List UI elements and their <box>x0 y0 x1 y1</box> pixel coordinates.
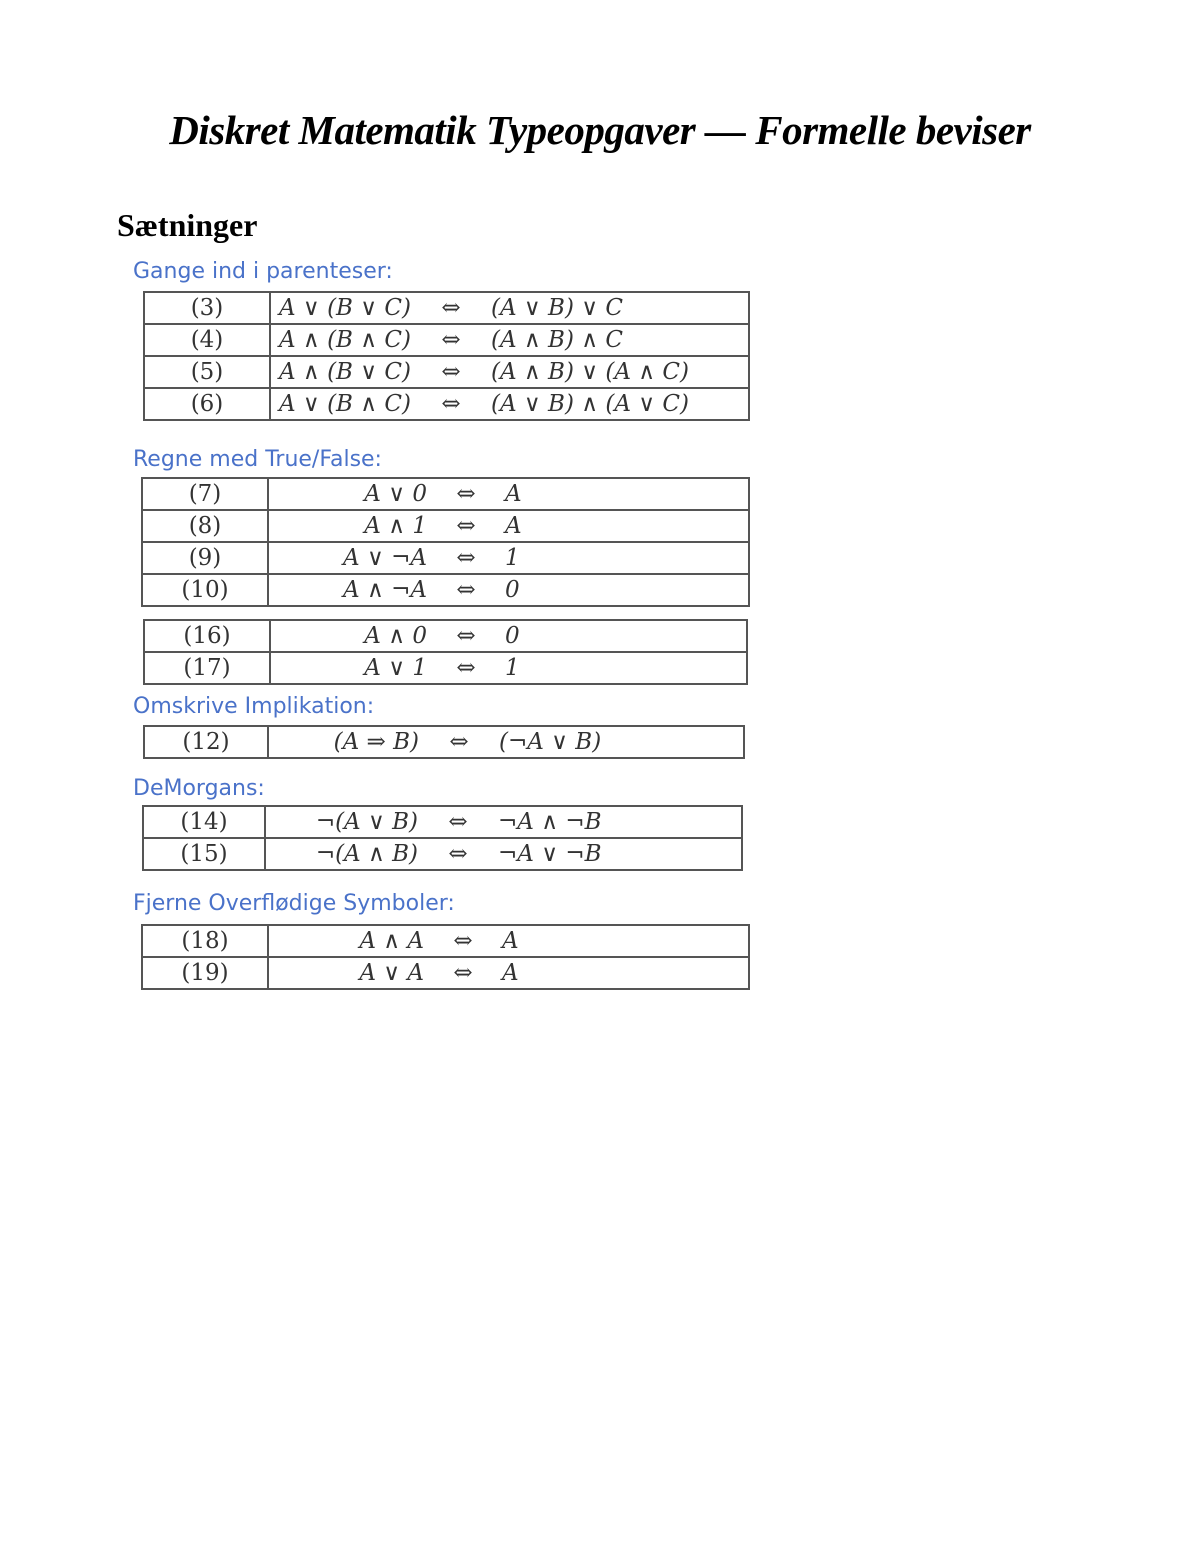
law-number: (17) <box>144 652 270 684</box>
law-formula <box>270 292 749 324</box>
law-equivalence: ⇔ <box>456 481 476 507</box>
law-rhs: 0 <box>505 623 520 649</box>
law-table-redundant-symbols <box>141 924 750 990</box>
law-formula <box>268 478 749 510</box>
law-formula <box>270 324 749 356</box>
law-number: (4) <box>144 324 270 356</box>
table-row <box>143 806 742 838</box>
law-equivalence: ⇔ <box>453 928 473 954</box>
law-rhs: (A ∧ B) ∨ (A ∧ C) <box>491 359 689 385</box>
law-equivalence: ⇔ <box>441 391 461 417</box>
law-formula <box>268 510 749 542</box>
law-lhs: A ∧ 1 <box>364 513 427 539</box>
law-number: (7) <box>142 478 268 510</box>
law-number: (8) <box>142 510 268 542</box>
law-formula <box>270 652 747 684</box>
subsection-label-distributive: Gange ind i parenteser: <box>133 259 393 284</box>
table-row <box>142 510 749 542</box>
law-equivalence: ⇔ <box>456 577 476 603</box>
law-number: (19) <box>142 957 268 989</box>
law-equivalence: ⇔ <box>453 960 473 986</box>
section-heading: Sætninger <box>117 207 258 243</box>
law-formula <box>268 957 749 989</box>
law-rhs: A <box>505 513 522 539</box>
law-number: (5) <box>144 356 270 388</box>
law-number: (15) <box>143 838 265 870</box>
law-formula <box>268 574 749 606</box>
law-equivalence: ⇔ <box>456 623 476 649</box>
law-formula <box>268 925 749 957</box>
law-equivalence: ⇔ <box>456 513 476 539</box>
law-lhs: A ∧ (B ∧ C) <box>279 327 411 353</box>
table-row <box>142 925 749 957</box>
law-number: (18) <box>142 925 268 957</box>
law-rhs: A <box>502 928 519 954</box>
subsection-label-implication: Omskrive Implikation: <box>133 694 375 719</box>
law-table-distributive <box>143 291 750 421</box>
law-rhs: ¬A ∧ ¬B <box>498 809 602 835</box>
law-lhs: A ∨ (B ∧ C) <box>279 391 411 417</box>
table-row <box>142 542 749 574</box>
law-formula <box>268 542 749 574</box>
law-number: (3) <box>144 292 270 324</box>
law-number: (9) <box>142 542 268 574</box>
law-equivalence: ⇔ <box>456 545 476 571</box>
table-row <box>142 574 749 606</box>
table-row <box>144 388 749 420</box>
table-row <box>144 726 744 758</box>
law-table-true-false-extra <box>143 619 748 685</box>
law-formula <box>268 726 744 758</box>
law-rhs: 1 <box>505 545 520 571</box>
law-formula <box>270 620 747 652</box>
table-row <box>143 838 742 870</box>
table-row <box>144 324 749 356</box>
law-equivalence: ⇔ <box>448 809 468 835</box>
table-row <box>144 356 749 388</box>
law-equivalence: ⇔ <box>441 295 461 321</box>
law-lhs: A ∨ 1 <box>364 655 427 681</box>
law-lhs: A ∨ ¬A <box>343 545 427 571</box>
table-row <box>144 292 749 324</box>
law-formula <box>270 388 749 420</box>
law-rhs: (A ∨ B) ∨ C <box>491 295 623 321</box>
law-lhs: ¬(A ∧ B) <box>315 841 418 867</box>
law-rhs: A <box>502 960 519 986</box>
table-row <box>144 620 747 652</box>
document-title: Diskret Matematik Typeopgaver — Formelle beviser <box>169 107 1031 153</box>
law-rhs: (A ∧ B) ∧ C <box>491 327 623 353</box>
law-lhs: (A ⇒ B) <box>333 729 419 755</box>
law-equivalence: ⇔ <box>441 327 461 353</box>
law-number: (6) <box>144 388 270 420</box>
table-row <box>142 957 749 989</box>
law-lhs: ¬(A ∨ B) <box>315 809 418 835</box>
law-lhs: A ∨ 0 <box>364 481 427 507</box>
law-rhs: ¬A ∨ ¬B <box>498 841 602 867</box>
law-lhs: A ∧ A <box>359 928 424 954</box>
law-rhs: (A ∨ B) ∧ (A ∨ C) <box>491 391 689 417</box>
subsection-label-demorgan: DeMorgans: <box>133 776 265 801</box>
subsection-label-redundant-symbols: Fjerne Overflødige Symboler: <box>133 891 455 916</box>
law-formula <box>265 838 742 870</box>
law-table-true-false <box>141 477 750 607</box>
table-row <box>144 652 747 684</box>
law-number: (14) <box>143 806 265 838</box>
law-formula <box>265 806 742 838</box>
law-lhs: A ∨ A <box>359 960 424 986</box>
law-table-implication <box>143 725 745 759</box>
law-rhs: (¬A ∨ B) <box>499 729 602 755</box>
law-rhs: 0 <box>505 577 520 603</box>
law-equivalence: ⇔ <box>449 729 469 755</box>
law-lhs: A ∧ (B ∨ C) <box>279 359 411 385</box>
law-number: (10) <box>142 574 268 606</box>
table-row <box>142 478 749 510</box>
law-formula <box>270 356 749 388</box>
law-equivalence: ⇔ <box>441 359 461 385</box>
law-lhs: A ∧ 0 <box>364 623 427 649</box>
law-number: (12) <box>144 726 268 758</box>
law-lhs: A ∨ (B ∨ C) <box>279 295 411 321</box>
law-equivalence: ⇔ <box>448 841 468 867</box>
law-rhs: 1 <box>505 655 520 681</box>
law-rhs: A <box>505 481 522 507</box>
law-equivalence: ⇔ <box>456 655 476 681</box>
subsection-label-true-false: Regne med True/False: <box>133 447 382 472</box>
law-lhs: A ∧ ¬A <box>343 577 427 603</box>
law-table-demorgan <box>142 805 743 871</box>
law-number: (16) <box>144 620 270 652</box>
